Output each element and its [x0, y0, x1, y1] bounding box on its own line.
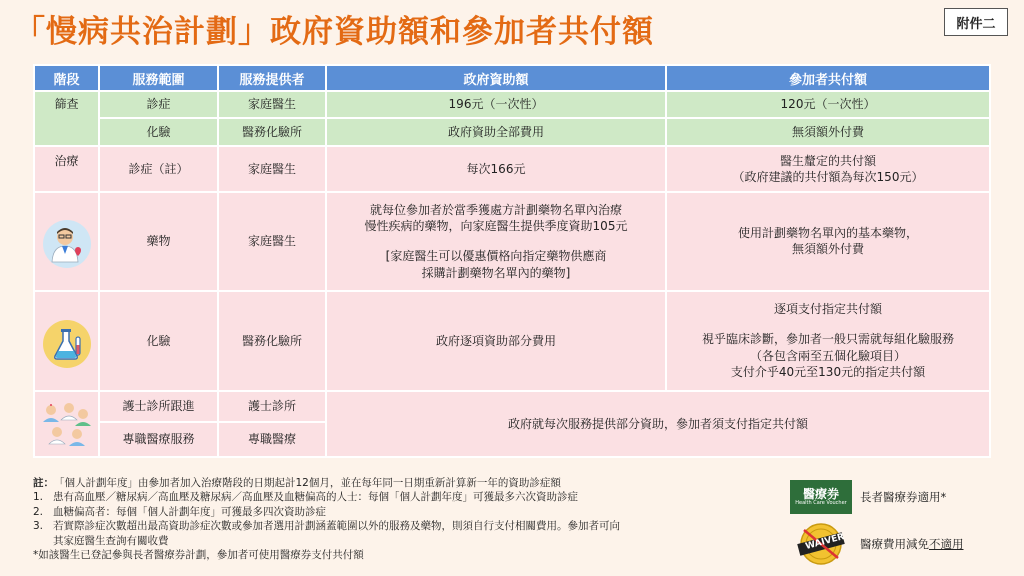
stage-icon-cell — [34, 291, 99, 391]
waiver-coin-icon — [790, 522, 852, 566]
nurse-team-icon — [39, 396, 95, 452]
cell-scope: 診症（註） — [99, 146, 218, 192]
table-row — [34, 192, 990, 290]
copay-line: （政府建議的共付額為每次150元） — [732, 170, 924, 185]
legend-waiver — [790, 522, 1010, 566]
gov-line: [家庭醫生可以優惠價格向指定藥物供應商 — [385, 249, 607, 264]
cell-provider: 專職醫療 — [218, 422, 326, 457]
cell-gov: 每次166元 — [326, 146, 666, 192]
note-text: 患有高血壓／糖尿病／高血壓及糖尿病／高血壓及血糖偏高的人士：每個「個人計劃年度」可獲最多六次資助診症 — [53, 491, 578, 504]
header-stage: 階段 — [34, 65, 99, 91]
voucher-logo-text: 醫療券 — [802, 486, 839, 501]
cell-scope: 護士診所跟進 — [99, 391, 218, 422]
header-gov-subsidy: 政府資助額 — [326, 65, 666, 91]
copay-line: 逐項支付指定共付額 — [773, 302, 882, 317]
note-number: 1. — [33, 491, 44, 504]
gov-line: 採購計劃藥物名單內的藥物] — [421, 265, 571, 280]
note-number: 2. — [33, 505, 44, 518]
note-text: 血糖偏高者：每個「個人計劃年度」可獲最多四次資助診症 — [53, 505, 326, 518]
gov-line: 慢性疾病的藥物，向家庭醫生提供季度資助105元 — [364, 219, 628, 234]
stage-icon-cell — [34, 192, 99, 290]
subsidy-table — [33, 64, 989, 458]
stage-treatment — [34, 146, 99, 192]
voucher-legend-text: 長者醫療券適用* — [860, 490, 947, 504]
header-provider: 服務提供者 — [218, 65, 326, 91]
footnotes — [33, 476, 773, 563]
copay-line: （各包含兩至五個化驗項目） — [749, 348, 906, 363]
cell-scope: 藥物 — [99, 192, 218, 290]
cell-provider: 家庭醫生 — [218, 91, 326, 118]
cell-scope: 專職醫療服務 — [99, 422, 218, 457]
cell-copay — [666, 291, 990, 391]
legend — [790, 480, 1010, 574]
table-row — [34, 391, 990, 422]
table-row — [34, 91, 990, 118]
note-text-line: 其家庭醫生查詢有關收費 — [53, 534, 169, 547]
stage-screening: 篩查 — [34, 91, 99, 146]
copay-line: 使用計劃藥物名單內的基本藥物， — [737, 226, 918, 241]
note-row — [33, 505, 773, 519]
cell-copay: 120元（一次性） — [666, 91, 990, 118]
note-number: 3. — [33, 520, 44, 533]
gov-line: 就每位參加者於當季獲處方計劃藥物名單內治療 — [369, 203, 622, 217]
cell-merged-subsidy: 政府就每次服務提供部分資助，參加者須支付指定共付額 — [326, 391, 990, 457]
note-text-line: 若實際診症次數超出最高資助診症次數或參加者選用計劃涵蓋範圍以外的服務及藥物，則須自行支付相關費用。參加者可向 — [53, 520, 620, 533]
cell-gov: 政府逐項資助部分費用 — [326, 291, 666, 391]
appendix-badge: 附件二 — [944, 8, 1008, 36]
copay-line: 支付介乎40元至130元的指定共付額 — [730, 364, 926, 379]
copay-line: 無須額外付費 — [791, 242, 864, 257]
cell-scope: 化驗 — [99, 291, 218, 391]
waiver-text-not-applicable: 不適用 — [929, 537, 964, 551]
note-row — [33, 519, 773, 548]
cell-copay: 無須額外付費 — [666, 118, 990, 146]
waiver-legend-text — [860, 536, 964, 552]
cell-gov: 196元（一次性） — [326, 91, 666, 118]
waiver-logo-text: WAIVER — [804, 532, 846, 552]
note-row — [33, 490, 773, 504]
table-row — [34, 291, 990, 391]
voucher-logo-subtext: Health Care Voucher — [795, 499, 847, 506]
voucher-icon — [790, 480, 852, 514]
note-label: 註： — [33, 477, 54, 489]
cell-provider: 醫務化驗所 — [218, 291, 326, 391]
cell-provider: 家庭醫生 — [218, 192, 326, 290]
note-text — [53, 519, 620, 548]
copay-line: 視乎臨床診斷，參加者一般只需就每組化驗服務 — [701, 332, 954, 347]
table-row — [34, 146, 990, 192]
cell-copay — [666, 192, 990, 290]
cell-gov: 政府資助全部費用 — [326, 118, 666, 146]
waiver-text-main: 醫療費用減免 — [860, 537, 929, 551]
page-title: 「慢病共治計劃」政府資助額和參加者共付額 — [14, 14, 654, 50]
cell-provider: 醫務化驗所 — [218, 118, 326, 146]
cell-scope: 診症 — [99, 91, 218, 118]
table-row — [34, 118, 990, 146]
lab-flask-icon — [43, 320, 91, 368]
stage-treatment-label: 治療 — [54, 154, 79, 169]
cell-copay — [666, 146, 990, 192]
legend-voucher — [790, 480, 1010, 514]
copay-line: 醫生釐定的共付額 — [779, 154, 876, 168]
cell-provider: 家庭醫生 — [218, 146, 326, 192]
note-text: 「個人計劃年度」由參加者加入治療階段的日期起計12個月，並在每年同一日期重新計算新一年的資助診症額 — [54, 477, 561, 489]
stage-icon-cell — [34, 391, 99, 457]
cell-gov — [326, 192, 666, 290]
doctor-icon — [43, 220, 91, 268]
table-header-row — [34, 65, 990, 91]
cell-scope: 化驗 — [99, 118, 218, 146]
note-row — [33, 476, 773, 490]
header-copayment: 參加者共付額 — [666, 65, 990, 91]
footnote: *如該醫生已登記參與長者醫療券計劃，參加者可使用醫療券支付共付額 — [33, 549, 364, 562]
cell-provider: 護士診所 — [218, 391, 326, 422]
header-scope: 服務範圍 — [99, 65, 218, 91]
